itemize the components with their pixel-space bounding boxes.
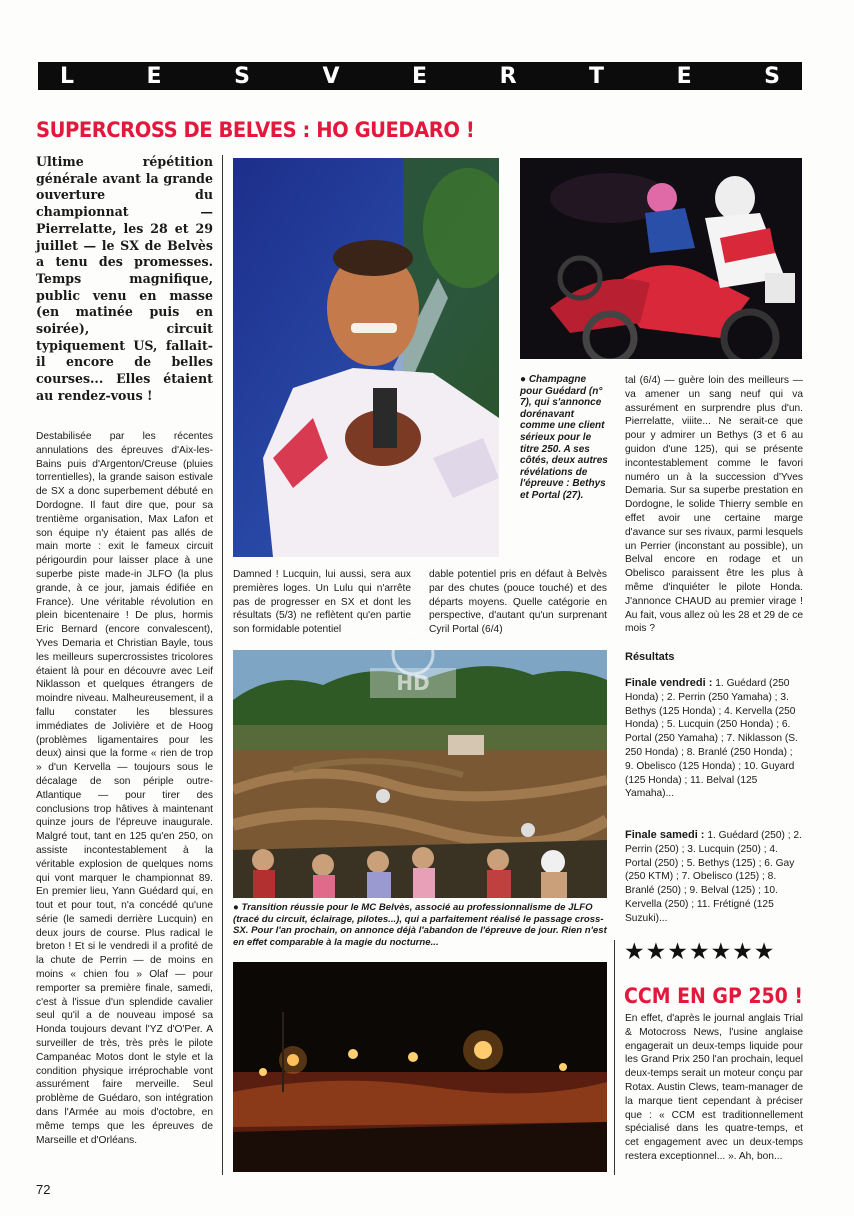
banner-letter: L (60, 63, 75, 89)
banner-letter: E (146, 63, 162, 89)
ccm-title: CCM EN GP 250 ! (624, 984, 804, 1008)
results-saturday-text: 1. Guédard (250) ; 2. Perrin (250) ; 3. Lucquin (250) ; 4. Portal (250) ; 5. Bethys (125) ; 6. Gay (250 KTM) ; 7. Obelisco (125) ; 8. Branlé (250) ; 9. Belval (125) ; 10. Kervella (250) ; 11. Frétigné (125 Suzuki)... (625, 830, 802, 924)
banner-letter: E (676, 63, 692, 89)
riders-photo (520, 158, 802, 359)
champagne-caption: ● Champagne pour Guédard (n° 7), qui s'annonce dorénavant comme une client sérieux pour le titre 250. A ses côtés, deux autres révélations de l'épreuve : Bethys et Portal (27). (520, 374, 608, 501)
body-column-2: Damned ! Lucquin, lui aussi, sera aux premières loges. Un Lulu qui n'arrête pas de progresser en SX et dont les résultats (5/3) ne reflètent qu'en partie son formidable potentiel (233, 569, 411, 636)
banner-letter: S (764, 63, 780, 89)
banner-letter: S (234, 63, 250, 89)
column-divider (222, 155, 223, 1175)
night-circuit-photo (233, 962, 607, 1172)
circuit-caption: ● Transition réussie pour le MC Belvès, associé au professionnalisme de JLFO (tracé du circuit, éclairage, pilotes...), qui a parfaitement réalisé le passage cross-SX. Pour l'an prochain, on annonce déjà l'abandon de l'épreuve de jour. Rien n'est en effet comparable à la magie du nocturne... (233, 902, 607, 948)
column-divider (614, 940, 615, 1175)
body-column-1: Destabilisée par les récentes annulations des épreuves d'Aix-les-Bains puis d'Argenton/Creuse (pluies torrentielles), la grande saison estivale de SX a donc superbement débuté en Dordogne. Il faut dire que, pour sa trentième organisation, Max Lafon et son équipe n'y étaient pas allés de main morte : exit le fameux circuit périgourdin pour laisser place à une superbe piste made-in JLFO (la plus grande, à ce jour, jamais édifiée en France). Une véritable révolution en plein bicentenaire ! De plus, hormis Eric Bernard (encore convalescent), Yves Demaria et Christian Bayle, tous les meilleurs supercrossistes tricolores étaient là pour en découvre avec Leif Niklasson et quelques étrangers de moindre niveau. Malheureusement, il a fallu constater les blessures immédiates de Jolivière et de Hoog (problèmes ligamentaires pour les deux) ainsi que la forme « rien de trop » d'un Kervella — toujours sous le décalage de son périple outre-Atlantique — pour tirer des conclusions trop hâtives à maintenant quinze jours de l'épreuve inaugurale. Malgré tout, tant en 125 qu'en 250, on assiste incontestablement à la véritable explosion de quelques noms qui vont marquer le championnat 89. En premier lieu, Yann Guédard qui, en tout et pour tout, n'a concédé qu'une série (le samedi derrière Lucquin) en deux jours de course. Plus radical le breton ! Et si le vendredi il a profité de la chute de Perrin — de moins en moins « chien fou » Olaf — pour remporter sa première finale, samedi, c'est à l'issue d'un splendide cavalier seul qu'il a de nouveau imposé sa Honda toujours devant l'YZ d'O'Per. A surveiller de très, très près le pilote Campanéac Motos dont le style et la condition physique irréprochable vont assurément faire merveille. Seul problème de Guédaro, son intégration dans l'Armée au mois d'octobre, en même temps que les épreuves de Marseille et d'Orléans. (36, 431, 213, 1146)
svg-text:HD: HD (396, 671, 430, 695)
banner-letter: R (499, 63, 517, 89)
page-number: 72 (36, 1182, 51, 1197)
champagne-photo (233, 158, 499, 557)
watermark-logo (370, 628, 456, 710)
results-friday-text: 1. Guédard (250 Honda) ; 2. Perrin (250 Yamaha) ; 3. Bethys (125 Honda) ; 4. Kervella (250 Honda) ; 5. Lucquin (250 Honda) ; 6. Portal (250 Yamaha) ; 7. Niklasson (S. 250 Honda) ; 8. Branlé (250 Honda) ; 9. Obelisco (125 Honda) ; 10. Guyard (125 Honda) ; 11. Belval (125 Yamaha)... (625, 678, 798, 800)
body-column-4: tal (6/4) — guère loin des meilleurs — va amener un sang neuf qui va assurément en surprendre plus d'un. Pierrelatte, viiite... Ne serait-ce que pour y admirer un Bethys (3 et 6 au guidon d'une 125), qui se présente incontestablement comme le favori numéro un à la succession d'Yves Demaria. Sur sa superbe prestation en Dordogne, le solide Thierry semble en effet avoir une certaine marge d'avance sur ses rivaux, parmi lesquels un Perrier (inconstant au possible), un Belval encore en rodage et un Obelisco paraissent être les plus à même d'inquiéter le pilote Honda. J'annonce CHAUD au premier virage ! Au fait, vous allez où les 28 et 29 de ce mois ? (625, 375, 803, 635)
banner-letter: V (322, 63, 340, 89)
results-heading: Résultats (625, 651, 675, 663)
ccm-body: En effet, d'après le journal anglais Trial & Motocross News, l'usine anglaise engagerait un deux-temps liquide pour les Grand Prix 250 l'an prochain, lequel deux-temps serait un moteur conçu par Rotax. Austin Clews, team-manager de la marque tient cependant à préciser que : « CCM est traditionnellement spécialisé dans les quatre-temps, et cet engagement avec un deux-temps restera exceptionnel... ». Ah, bon... (625, 1013, 803, 1162)
banner-letter: E (412, 63, 428, 89)
banner-letter: T (589, 63, 605, 89)
results-friday (625, 677, 803, 801)
article-title: SUPERCROSS DE BELVES : HO GUEDARO ! (36, 118, 475, 142)
body-column-3: dable potentiel pris en défaut à Belvès par des chutes (pouce touché) et des départs moyens. Quelle catégorie en perspective, d'autant qu'un surprenant Cyril Portal (6/4) (429, 569, 607, 636)
results-saturday-label: Finale samedi : (625, 829, 705, 841)
results-saturday (625, 829, 803, 926)
section-banner (38, 62, 802, 90)
article-lead: Ultime répétition générale avant la grande ouverture du championnat — Pierrelatte, les 28 et 29 juillet — le SX de Belvès a tenu des promesses. Temps magnifique, public venu en masse (en matinée puis en soirée), circuit typiquement US, fallait-il encore de belles courses... Elles étaient au rendez-vous ! (36, 154, 213, 403)
stars-separator: ★★★★★★★ (624, 938, 776, 964)
results-friday-label: Finale vendredi : (625, 677, 713, 689)
